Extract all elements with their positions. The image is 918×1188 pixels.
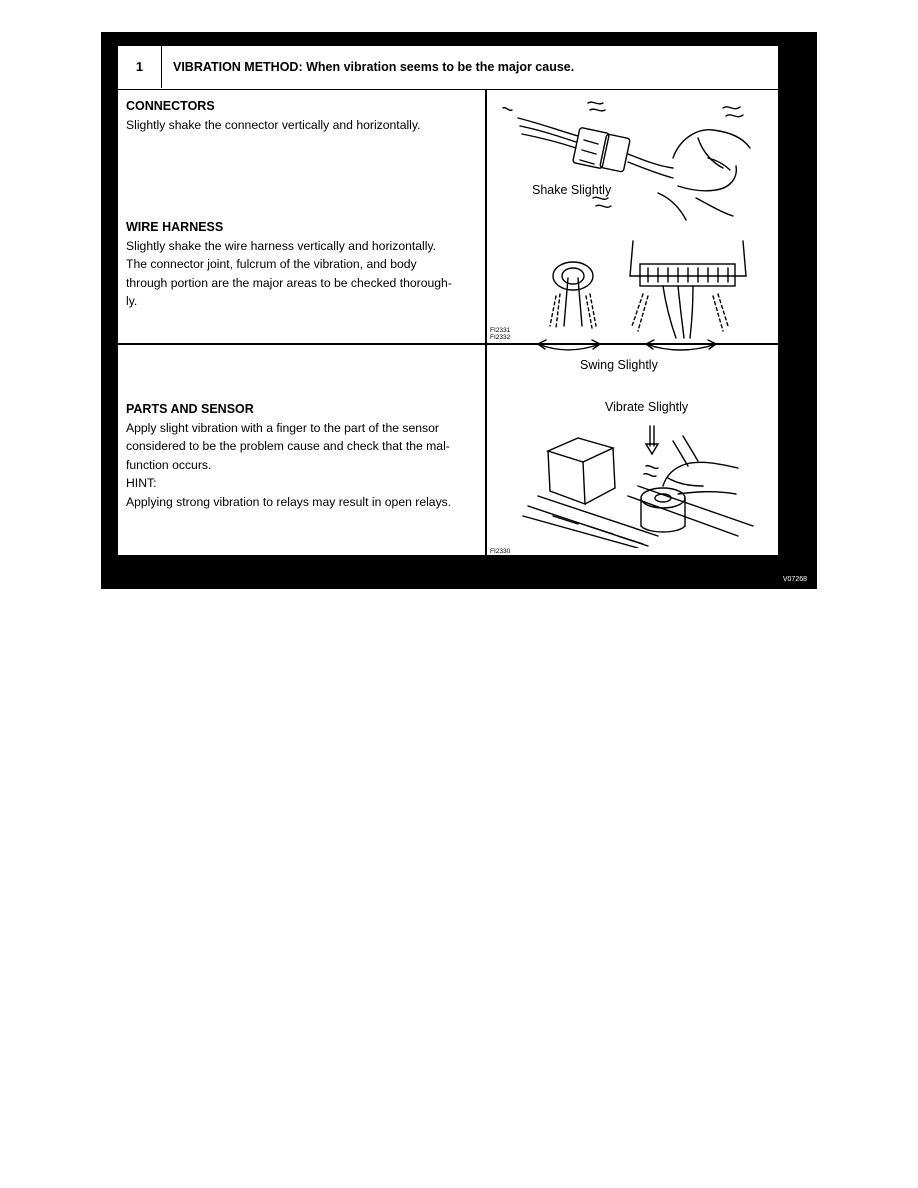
step-number: 1	[118, 46, 162, 88]
wire-harness-text-block	[126, 218, 482, 311]
wire-harness-heading: WIRE HARNESS	[126, 220, 224, 234]
harness-swing-illustration	[498, 236, 768, 366]
figure-code-fi2332: FI2332	[490, 334, 511, 341]
figure-code-fi2330: FI2330	[490, 548, 511, 555]
parts-sensor-heading: PARTS AND SENSOR	[126, 402, 254, 416]
parts-sensor-line-1: Apply slight vibration with a finger to the part of the sensor	[126, 420, 439, 435]
column-divider	[485, 90, 487, 555]
figure-code-fi2331: FI2331	[490, 327, 511, 334]
parts-sensor-line-2: considered to be the problem cause and check that the mal-	[126, 439, 450, 453]
table-header	[118, 46, 778, 90]
relay-vibrate-illustration	[498, 416, 768, 548]
connectors-text-block	[126, 97, 478, 134]
parts-sensor-text-block	[126, 400, 484, 511]
document-frame	[101, 32, 817, 589]
hint-label: HINT:	[126, 476, 157, 490]
connectors-description: Slightly shake the connector vertically and horizontally.	[126, 117, 421, 132]
wire-harness-line-1: Slightly shake the wire harness vertically and horizontally.	[126, 238, 437, 253]
connector-shake-illustration	[498, 98, 768, 228]
shake-slightly-label: Shake Slightly	[532, 183, 612, 197]
swing-slightly-label: Swing Slightly	[580, 358, 658, 372]
wire-harness-line-2: The connector joint, fulcrum of the vibration, and body	[126, 257, 417, 271]
connectors-heading: CONNECTORS	[126, 99, 215, 113]
vibrate-slightly-label: Vibrate Slightly	[605, 400, 689, 414]
step-title: VIBRATION METHOD: When vibration seems to be the major cause.	[173, 60, 575, 74]
reference-code: V07268	[782, 576, 807, 583]
procedure-table	[117, 45, 779, 556]
wire-harness-line-4: ly.	[126, 294, 138, 308]
wire-harness-line-3: through portion are the major areas to be checked thorough-	[126, 275, 452, 290]
hint-text: Applying strong vibration to relays may result in open relays.	[126, 494, 452, 509]
parts-sensor-line-3: function occurs.	[126, 457, 212, 472]
